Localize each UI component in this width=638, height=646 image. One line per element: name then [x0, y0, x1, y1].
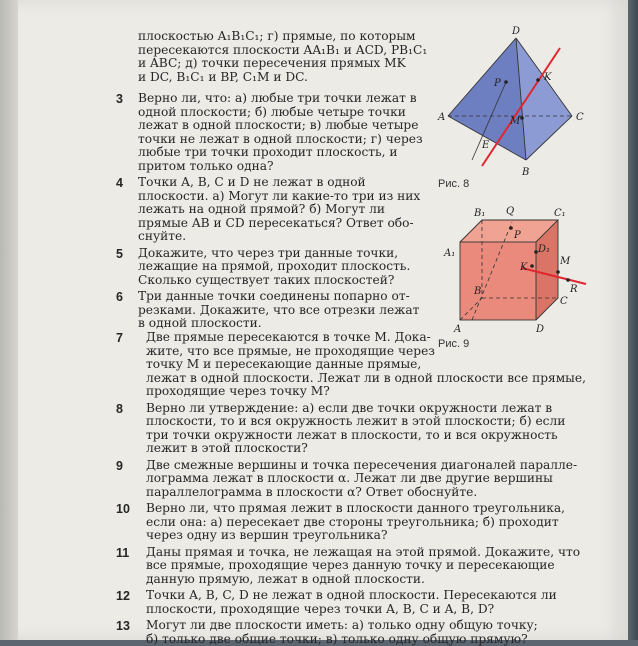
intro-line: пересекаются плоскости AA₁B₁ и ACD, PB₁C₁ — [138, 44, 427, 58]
problem-line: данную прямую, лежат в одной плоскости. — [146, 573, 580, 587]
problem-line: Могут ли две плоскости иметь: а) только одну общую точку; — [146, 619, 538, 633]
point-p — [504, 80, 508, 84]
label-d: D — [535, 324, 544, 335]
problem-text — [146, 402, 565, 456]
intro-line: и ABC; д) точки пересечения прямых MK — [138, 57, 427, 71]
problem-line: лежат в одной плоскости. Лежат ли в одной плоскости все прямые, — [146, 372, 586, 386]
problem-text — [146, 459, 577, 500]
problem-line: Точки A, B, C, D не лежат в одной плоскости. Пересекаются ли — [146, 589, 557, 603]
problem-line: Три данные точки соединены попарно от- — [138, 290, 419, 304]
label-a: A — [453, 324, 461, 335]
page-edge-left — [0, 0, 18, 640]
problem-line: через одну из вершин треугольника? — [146, 529, 565, 543]
problem-number: 5 — [116, 247, 123, 261]
problem-line: плоскости, то и вся окружность лежит в этой плоскости; б) если — [146, 415, 565, 429]
label-m: M — [509, 116, 521, 127]
problem-line: три точки окружности лежат в плоскости, то и вся окружность — [146, 429, 565, 443]
problem-number: 10 — [116, 502, 130, 516]
problem-line: Две прямые пересекаются в точке M. Дока- — [146, 331, 586, 345]
problem-line: Докажите, что через три данные точки, — [138, 247, 410, 261]
problem-line: любые три точки проходит плоскость, и — [138, 146, 423, 160]
label-b1: B₁ — [473, 208, 485, 219]
problem-line: все прямые, проходящие через данную точку и пересекающие — [146, 559, 580, 573]
problem-line: точки не лежат в одной плоскости; г) через — [138, 133, 423, 147]
problem-number: 8 — [116, 402, 123, 416]
point-k — [536, 78, 540, 82]
label-a1: A₁ — [443, 248, 455, 259]
figure-8-pyramid — [430, 20, 610, 180]
problem-number: 6 — [116, 290, 123, 304]
problem-line: лежащие на прямой, проходит плоскость. — [138, 260, 410, 274]
problem-text — [146, 619, 538, 646]
label-q: Q — [506, 206, 514, 217]
problem-line: лежать на одной прямой? б) Могут ли — [138, 203, 420, 217]
label-p: P — [493, 78, 501, 89]
problem-line: Две смежные вершины и точка пересечения диагоналей паралле- — [146, 459, 577, 473]
label-c: C — [576, 112, 584, 123]
label-d: D — [511, 26, 520, 37]
problem-line: б) только две общие точки; в) только одну общую прямую? — [146, 633, 538, 646]
problem-line: Верно ли, что прямая лежит в плоскости данного треугольника, — [146, 502, 565, 516]
point-k — [530, 264, 534, 268]
problem-text — [146, 502, 565, 543]
problem-line: прямые AB и CD пересекаться? Ответ обо- — [138, 217, 420, 231]
problem-line: жите, что все прямые, не проходящие через — [146, 345, 586, 359]
problem-number: 13 — [116, 619, 130, 633]
problem-text — [146, 546, 580, 587]
problem-text — [138, 290, 419, 331]
label-b: B — [473, 286, 481, 297]
label-r: R — [569, 284, 578, 295]
problem-line: Сколько существует таких плоскостей? — [138, 274, 410, 288]
intro-text — [138, 30, 427, 84]
problem-line: Даны прямая и точка, не лежащая на этой прямой. Докажите, что — [146, 546, 580, 560]
problem-text — [138, 247, 410, 288]
problem-line: лограмма лежат в плоскости α. Лежат ли две другие вершины — [146, 472, 577, 486]
problem-number: 9 — [116, 459, 123, 473]
problem-line: если она: а) пересекает две стороны треугольника; б) проходит — [146, 516, 565, 530]
problem-line: лежат в одной плоскости; в) любые четыре — [138, 119, 423, 133]
problem-line: точку M и пересекающие данные прямые, — [146, 358, 586, 372]
problem-line: плоскости, проходящие через точки A, B, C и A, B, D? — [146, 603, 557, 617]
label-a: A — [437, 112, 445, 123]
problem-line: плоскости. а) Могут ли какие-то три из них — [138, 190, 420, 204]
problem-line: лежит в этой плоскости? — [146, 442, 565, 456]
intro-line: плоскостью A₁B₁C₁; г) прямые, по которым — [138, 30, 427, 44]
problem-number: 4 — [116, 176, 123, 190]
label-k: K — [543, 72, 552, 83]
intro-line: и DC, B₁C₁ и BP, C₁M и DC. — [138, 71, 427, 85]
problem-line: Точки A, B, C и D не лежат в одной — [138, 176, 420, 190]
page-edge-right — [628, 0, 638, 640]
label-c1: C₁ — [554, 208, 566, 219]
problem-line: в одной плоскости. — [138, 317, 419, 331]
problem-number: 3 — [116, 92, 123, 106]
label-c: C — [560, 296, 568, 307]
problem-line: Верно ли, что: а) любые три точки лежат в — [138, 92, 423, 106]
point-m — [520, 116, 524, 120]
problem-text — [138, 92, 423, 173]
problem-line: параллелограмма в плоскости α? Ответ обоснуйте. — [146, 486, 577, 500]
problem-text — [146, 589, 557, 616]
label-d1: D₁ — [537, 244, 550, 255]
problem-line: одной плоскости; б) любые четыре точки — [138, 106, 423, 120]
point-m — [556, 270, 560, 274]
problem-text — [146, 331, 586, 399]
label-p: P — [513, 230, 521, 241]
label-m: M — [559, 256, 571, 267]
label-e: E — [481, 140, 490, 151]
figure-8-caption: Рис. 8 — [438, 178, 469, 190]
problem-line: притом только одна? — [138, 160, 423, 174]
problem-text — [138, 176, 420, 244]
label-b: B — [521, 167, 529, 178]
problem-line: проходящие через точку M? — [146, 385, 586, 399]
figure-9-cube — [436, 200, 596, 340]
label-k: K — [519, 262, 528, 273]
point-p — [509, 226, 513, 230]
point-r — [566, 278, 570, 282]
figure-9-caption: Рис. 9 — [438, 338, 469, 350]
problem-line: Верно ли утверждение: а) если две точки окружности лежат в — [146, 402, 565, 416]
problem-number: 11 — [116, 546, 129, 560]
problem-number: 12 — [116, 589, 130, 603]
problem-number: 7 — [116, 331, 123, 345]
problem-line: снуйте. — [138, 230, 420, 244]
problem-line: резками. Докажите, что все отрезки лежат — [138, 304, 419, 318]
